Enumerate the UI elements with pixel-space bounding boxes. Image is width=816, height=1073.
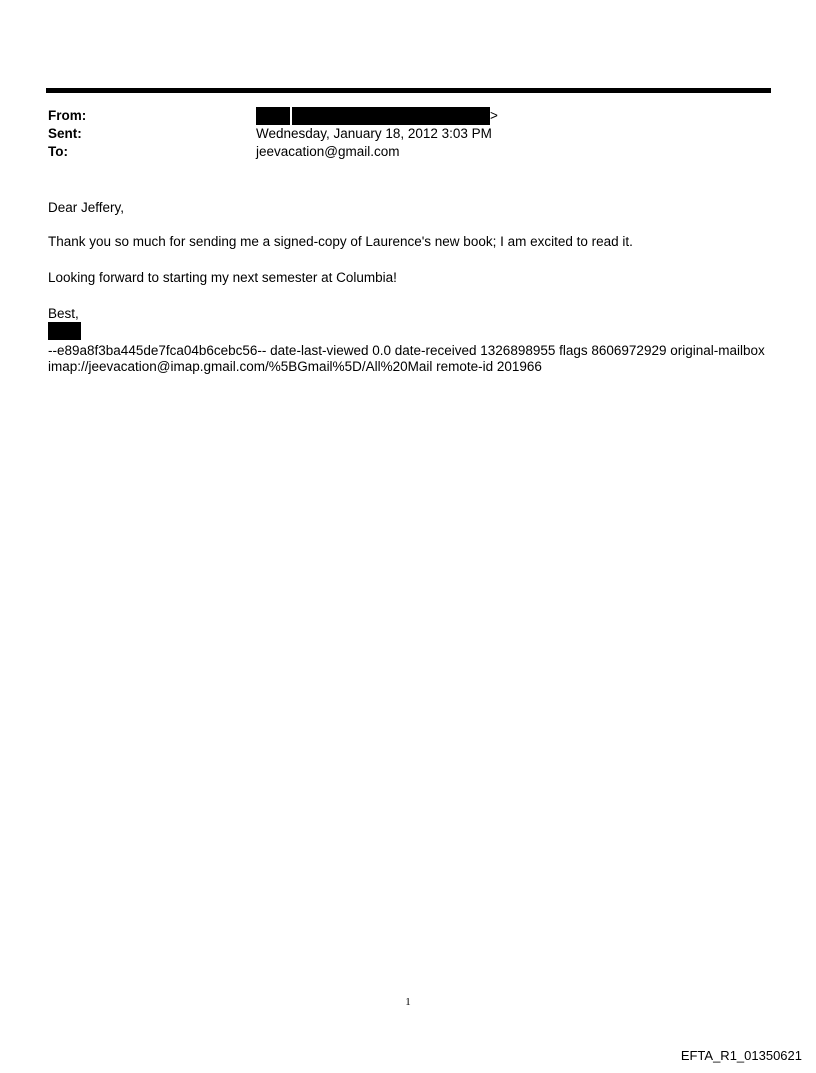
metadata-line-1: --e89a8f3ba445de7fca04b6cebc56-- date-last-viewed 0.0 date-received 1326898955 flags 8606972929 original-mailbox: [48, 343, 765, 358]
message-metadata: [48, 343, 773, 375]
header-rule: [46, 88, 771, 93]
redaction-block: [292, 107, 490, 125]
to-label: To:: [48, 144, 68, 159]
page-number: 1: [405, 996, 411, 1008]
to-value: jeevacation@gmail.com: [256, 144, 400, 159]
from-label: From:: [48, 108, 87, 123]
from-suffix: >: [490, 108, 498, 123]
greeting: Dear Jeffery,: [48, 200, 125, 215]
metadata-line-2: imap://jeevacation@imap.gmail.com/%5BGmail%5D/All%20Mail remote-id 201966: [48, 359, 542, 374]
from-value: [256, 107, 498, 125]
bates-number: EFTA_R1_01350621: [680, 1048, 802, 1063]
redaction-block: [256, 107, 290, 125]
closing: Best,: [48, 306, 79, 321]
sent-label: Sent:: [48, 126, 82, 141]
signature-redaction: [48, 322, 81, 340]
body-paragraph-2: Looking forward to starting my next semester at Columbia!: [48, 270, 397, 285]
body-paragraph-1: Thank you so much for sending me a signed-copy of Laurence's new book; I am excited to read it.: [48, 234, 633, 249]
sent-value: Wednesday, January 18, 2012 3:03 PM: [256, 126, 492, 141]
